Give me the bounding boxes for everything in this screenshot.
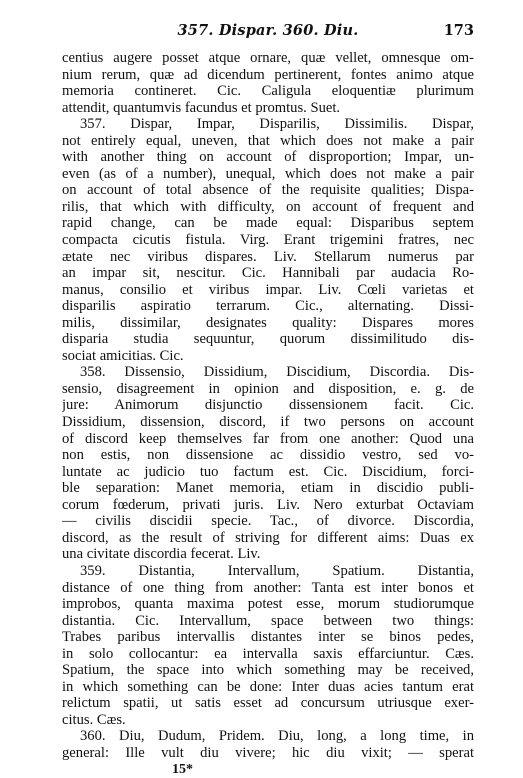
text-line: disparilis aspiratio terrarum. Cic., alternating. Dissi- bbox=[62, 298, 474, 315]
text-line: rilis, that which with difficulty, on account of frequent and bbox=[62, 198, 474, 215]
text-line: nium rerum, quæ ad dicendum pertinerent, fontes animo atque bbox=[62, 66, 474, 83]
text-line: disparia studia sequuntur, quorum dissimilitudo dis- bbox=[62, 331, 474, 348]
text-line: manus, consilio et viribus impar. Liv. Cœli varietas et bbox=[62, 281, 474, 298]
text-line: — civilis discidii specie. Tac., of divorce. Discordia, bbox=[62, 513, 474, 530]
signature-mark: 15* bbox=[172, 761, 193, 777]
text-line: sociat amicitias. Cic. bbox=[62, 347, 184, 364]
text-line: of discord keep themselves far from one another: Quod una bbox=[62, 430, 474, 447]
text-line: distance of one thing from another: Tanta est inter bonos et bbox=[62, 579, 474, 596]
text-line: relictum spatii, ut satis esset ad concursum utriusque exer- bbox=[62, 695, 474, 712]
text-line: even (as of a number), unequal, which does not make a pair bbox=[62, 165, 474, 182]
text-line: 357. Dispar, Impar, Disparilis, Dissimilis. Dispar, bbox=[80, 116, 474, 133]
text-line: jure: Animorum disjunctio dissensionem facit. Cic. bbox=[62, 397, 474, 414]
text-line: sensio, disagreement in opinion and disposition, e. g. de bbox=[62, 380, 474, 397]
text-line: discord, as the result of striving for different aims: Duas ex bbox=[62, 529, 474, 546]
text-line: luntate ac judicio tuo factum est. Cic. Discidium, forci- bbox=[62, 463, 474, 480]
text-line: an impar sit, nescitur. Cic. Hannibali par audacia Ro- bbox=[62, 265, 474, 282]
text-line: 359. Distantia, Intervallum, Spatium. Distantia, bbox=[80, 562, 474, 579]
text-line: corum fœderum, privati juris. Liv. Nero exturbat Octaviam bbox=[62, 496, 474, 513]
text-line: non estis, non dissensione ac dissidio vestro, sed vo- bbox=[62, 447, 474, 464]
text-line: ætate nec viribus dispares. Liv. Stellarum numerus par bbox=[62, 248, 474, 265]
text-line: centius augere posset atque ornare, quæ vellet, omnesque om- bbox=[62, 50, 474, 66]
text-line: rapid change, can be made equal: Disparibus septem bbox=[62, 215, 474, 232]
text-line: 358. Dissensio, Dissidium, Discidium, Discordia. Dis- bbox=[80, 364, 474, 381]
page-header bbox=[62, 22, 474, 40]
text-line: distantia. Cic. Intervallum, space between two things: bbox=[62, 612, 474, 629]
text-line: ble separation: Manet memoria, etiam in discidio publi- bbox=[62, 480, 474, 497]
text-line: in solo collocantur: ea intervalla saxis effarciuntur. Cæs. bbox=[62, 645, 474, 662]
text-line: on account of total absence of the requisite qualities; Dispa- bbox=[62, 182, 474, 199]
text-line: with another thing on account of disproportion; Impar, un- bbox=[62, 149, 474, 166]
text-line: Trabes paribus intervallis distantes inter se binos pedes, bbox=[62, 629, 474, 646]
text-line: milis, dissimilar, designates quality: Dispares mores bbox=[62, 314, 474, 331]
text-line: memoria contineret. Cic. Caligula eloquentiæ plurimum bbox=[62, 83, 474, 100]
text-line: improbos, quanta maxima potest esse, morum studiorumque bbox=[62, 596, 474, 613]
text-line: compacta cicutis fistula. Virg. Erant trigemini fratres, nec bbox=[62, 232, 474, 249]
text-line: una civitate discordia fecerat. Liv. bbox=[62, 546, 261, 563]
text-line: citus. Cæs. bbox=[62, 711, 126, 728]
text-line: 360. Diu, Dudum, Pridem. Diu, long, a long time, in bbox=[80, 728, 474, 745]
running-title: 357. Dispar. 360. Diu. bbox=[177, 22, 359, 39]
text-line: Dissidium, dissension, discord, if two persons on account bbox=[62, 414, 474, 431]
text-line: Spatium, the space into which something may be received, bbox=[62, 662, 474, 679]
page-body bbox=[62, 50, 474, 778]
text-line: attendit, quantumvis facundus et promtus. Suet. bbox=[62, 99, 341, 116]
text-line: general: Ille vult diu vivere; hic diu vixit; — sperat bbox=[62, 744, 474, 761]
text-line: in which something can be done: Inter duas acies tantum erat bbox=[62, 678, 474, 695]
page-number: 173 bbox=[443, 22, 474, 39]
text-line: not entirely equal, uneven, that which does not make a pair bbox=[62, 132, 474, 149]
